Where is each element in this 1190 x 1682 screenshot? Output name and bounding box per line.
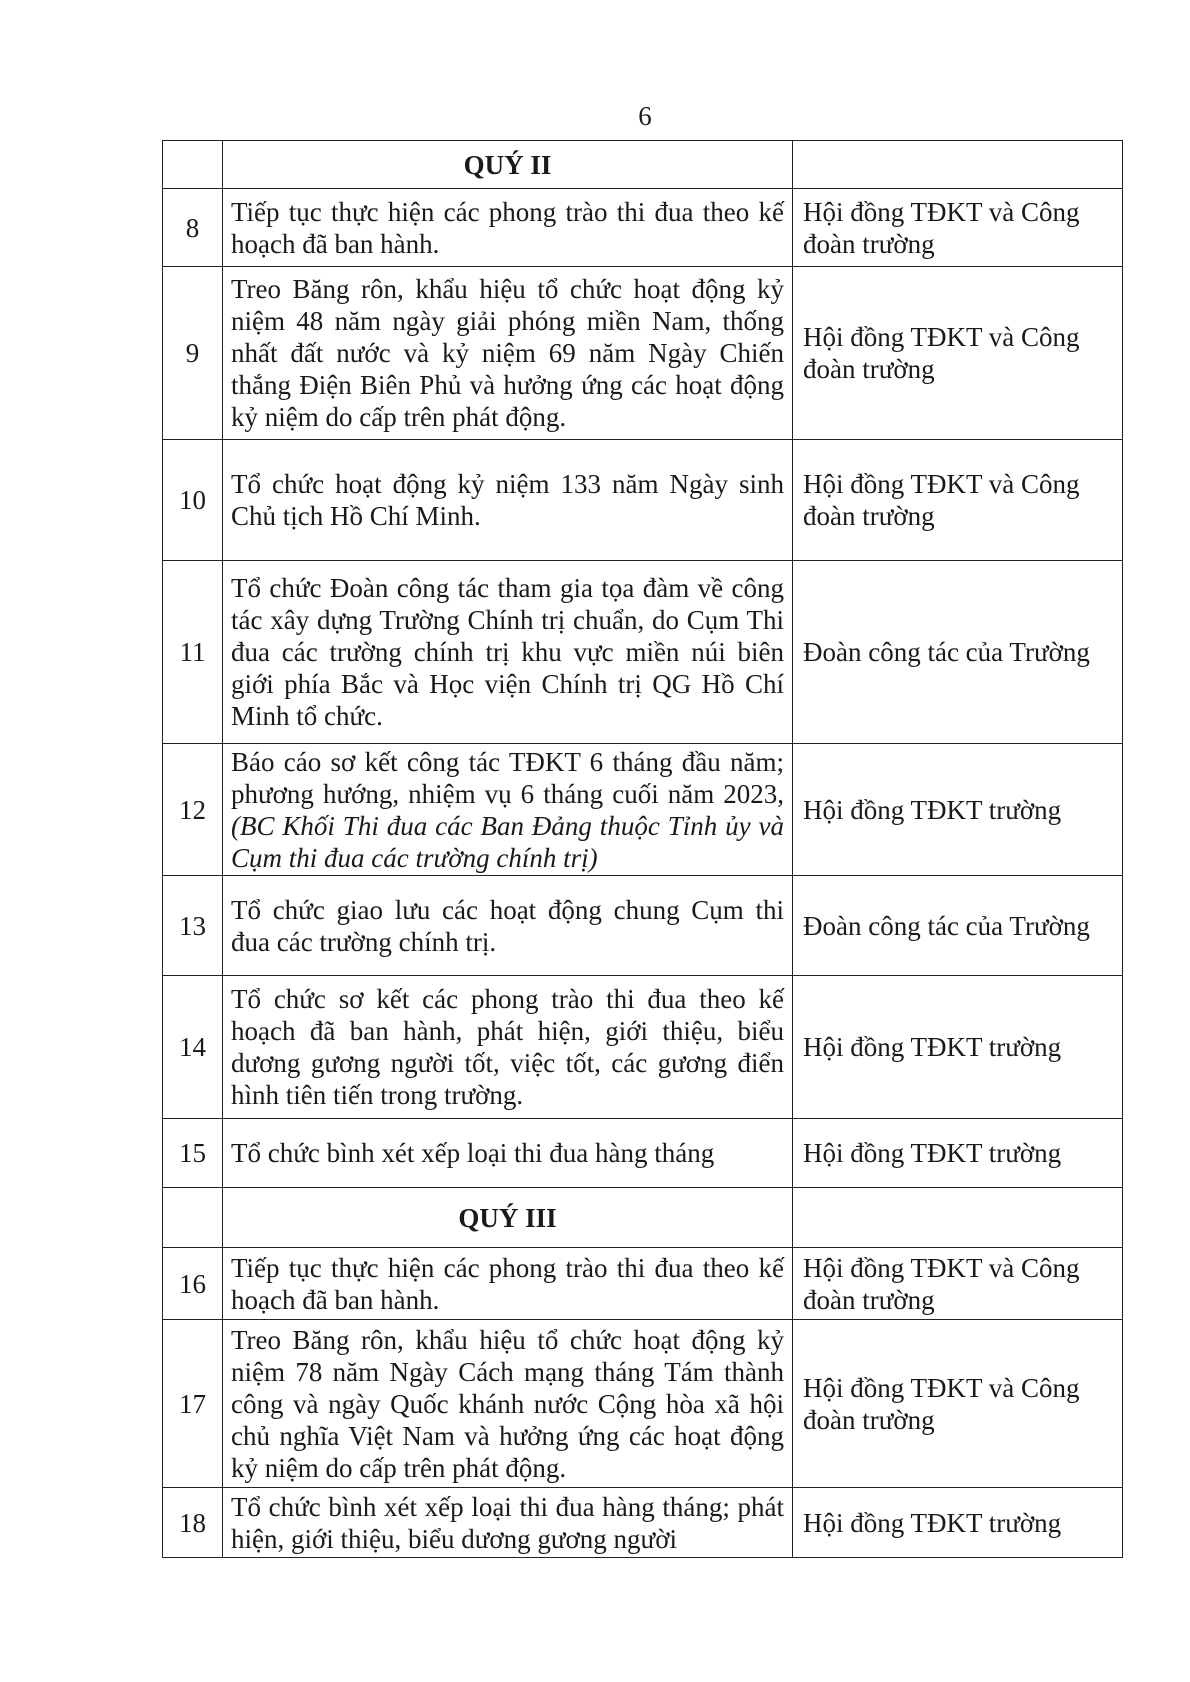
task-cell: Tổ chức hoạt động kỷ niệm 133 năm Ngày sinh Chủ tịch Hồ Chí Minh. [223, 440, 793, 561]
responsible-cell: Hội đồng TĐKT và Công đoàn trường [793, 440, 1123, 561]
table-row [163, 440, 1123, 561]
responsible-cell: Hội đồng TĐKT trường [793, 1488, 1123, 1558]
task-cell: Tiếp tục thực hiện các phong trào thi đua theo kế hoạch đã ban hành. [223, 189, 793, 267]
responsible-cell: Hội đồng TĐKT và Công đoàn trường [793, 1248, 1123, 1320]
responsible-cell: Hội đồng TĐKT và Công đoàn trường [793, 1320, 1123, 1488]
task-cell: Tổ chức sơ kết các phong trào thi đua theo kế hoạch đã ban hành, phát hiện, giới thiệu, biểu dương gương người tốt, việc tốt, các gương điển hình tiên tiến trong trường. [223, 976, 793, 1119]
row-number: 15 [163, 1119, 223, 1188]
row-number: 17 [163, 1320, 223, 1488]
table-row [163, 1248, 1123, 1320]
table-row [163, 744, 1123, 876]
quarter-heading: QUÝ II [223, 141, 793, 189]
row-number: 14 [163, 976, 223, 1119]
row-number [163, 1188, 223, 1248]
table-row [163, 976, 1123, 1119]
responsible-cell: Đoàn công tác của Trường [793, 561, 1123, 744]
row-number: 9 [163, 267, 223, 440]
row-number: 8 [163, 189, 223, 267]
row-number: 16 [163, 1248, 223, 1320]
quarter-row [163, 141, 1123, 189]
task-cell: Treo Băng rôn, khẩu hiệu tổ chức hoạt động kỷ niệm 48 năm ngày giải phóng miền Nam, thống nhất đất nước và kỷ niệm 69 năm Ngày Chiến thắng Điện Biên Phủ và hưởng ứng các hoạt động kỷ niệm do cấp trên phát động. [223, 267, 793, 440]
task-cell: Tổ chức bình xét xếp loại thi đua hàng tháng [223, 1119, 793, 1188]
row-number: 18 [163, 1488, 223, 1558]
responsible-cell: Hội đồng TĐKT trường [793, 976, 1123, 1119]
task-cell: Tổ chức bình xét xếp loại thi đua hàng tháng; phát hiện, giới thiệu, biểu dương gương người [223, 1488, 793, 1558]
quarter-row [163, 1188, 1123, 1248]
task-cell: Tổ chức giao lưu các hoạt động chung Cụm thi đua các trường chính trị. [223, 876, 793, 976]
table-row [163, 876, 1123, 976]
table-row [163, 1488, 1123, 1558]
row-number: 11 [163, 561, 223, 744]
task-cell [223, 744, 793, 876]
responsible-cell [793, 141, 1123, 189]
table-row [163, 189, 1123, 267]
task-cell: Tổ chức Đoàn công tác tham gia tọa đàm về công tác xây dựng Trường Chính trị chuẩn, do Cụm Thi đua các trường chính trị khu vực miền núi biên giới phía Bắc và Học viện Chính trị QG Hồ Chí Minh tổ chức. [223, 561, 793, 744]
row-number: 10 [163, 440, 223, 561]
task-note: (BC Khối Thi đua các Ban Đảng thuộc Tỉnh ủy và Cụm thi đua các trường chính trị) [231, 810, 784, 873]
page-number: 6 [638, 101, 652, 131]
emulation-plan-table [162, 140, 1123, 1558]
table-row [163, 267, 1123, 440]
row-number: 12 [163, 744, 223, 876]
table-row [163, 1119, 1123, 1188]
responsible-cell: Hội đồng TĐKT và Công đoàn trường [793, 267, 1123, 440]
row-number: 13 [163, 876, 223, 976]
responsible-cell [793, 1188, 1123, 1248]
task-cell: Tiếp tục thực hiện các phong trào thi đua theo kế hoạch đã ban hành. [223, 1248, 793, 1320]
quarter-heading: QUÝ III [223, 1188, 793, 1248]
task-cell: Treo Băng rôn, khẩu hiệu tổ chức hoạt động kỷ niệm 78 năm Ngày Cách mạng tháng Tám thành công và ngày Quốc khánh nước Cộng hòa xã hội chủ nghĩa Việt Nam và hưởng ứng các hoạt động kỷ niệm do cấp trên phát động. [223, 1320, 793, 1488]
row-number [163, 141, 223, 189]
table-row [163, 1320, 1123, 1488]
table-row [163, 561, 1123, 744]
responsible-cell: Hội đồng TĐKT trường [793, 744, 1123, 876]
responsible-cell: Đoàn công tác của Trường [793, 876, 1123, 976]
responsible-cell: Hội đồng TĐKT trường [793, 1119, 1123, 1188]
task-text: Báo cáo sơ kết công tác TĐKT 6 tháng đầu năm; phương hướng, nhiệm vụ 6 tháng cuối năm 2023, [231, 746, 784, 809]
responsible-cell: Hội đồng TĐKT và Công đoàn trường [793, 189, 1123, 267]
